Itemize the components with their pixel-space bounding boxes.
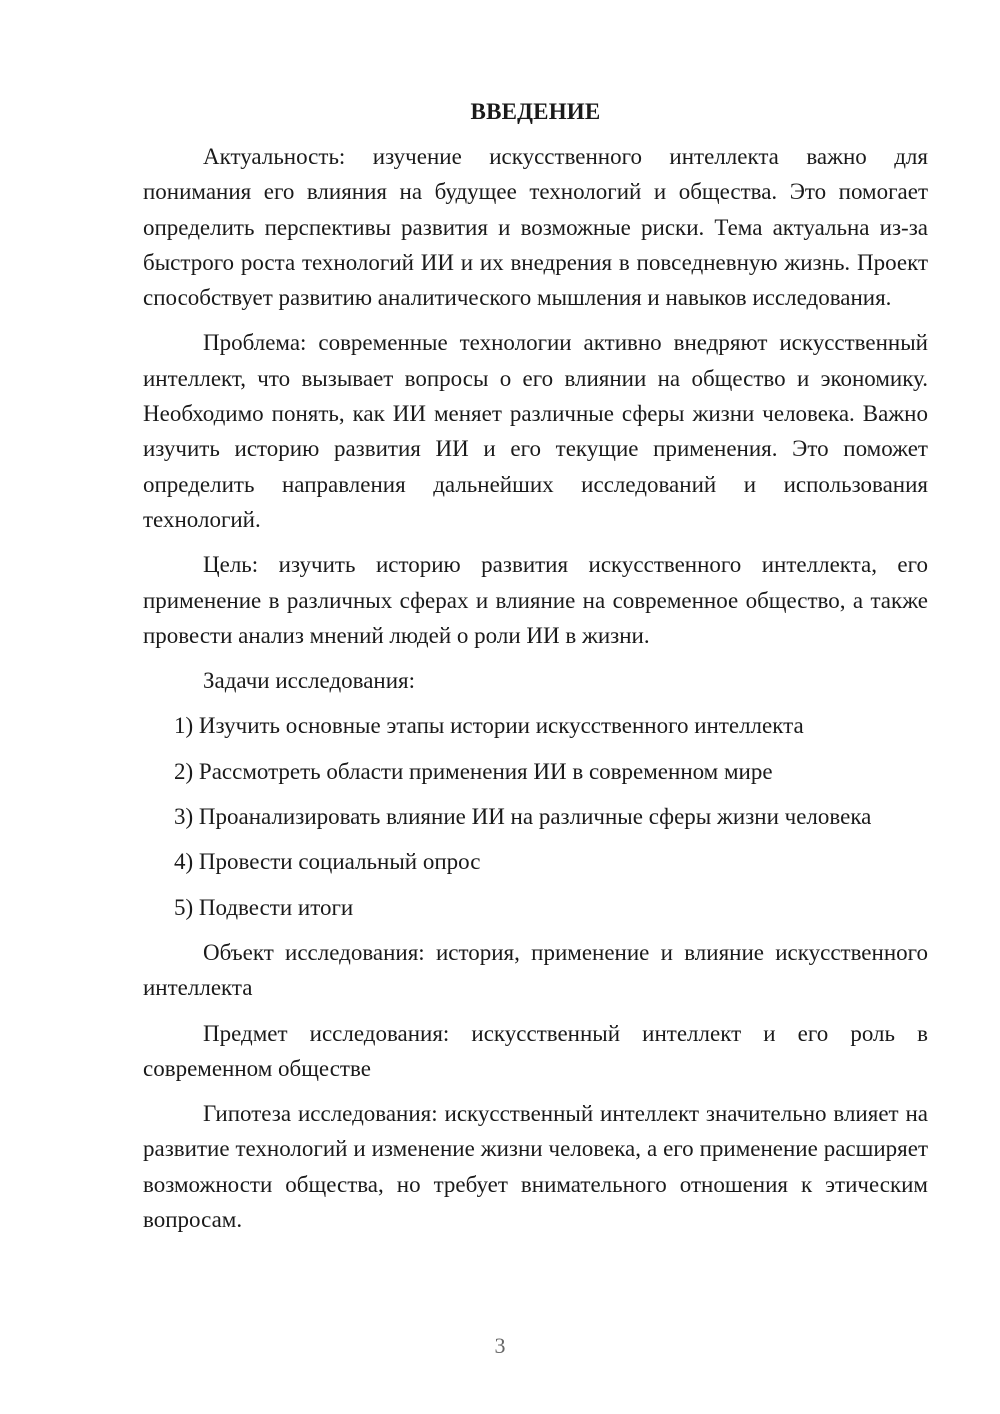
task-item-4: 4) Провести социальный опрос <box>174 849 481 875</box>
hypothesis-paragraph: Гипотеза исследования: искусственный интеллект значительно влияет на развитие технологий и изменение жизни человека, а его применение расширяет возможности общества, но требует внимательного отношения к этическим вопросам. <box>143 1101 928 1233</box>
subject-paragraph: Предмет исследования: искусственный интеллект и его роль в современном обществе <box>143 1020 928 1081</box>
section-heading: ВВЕДЕНИЕ <box>470 99 601 124</box>
task-item-2: 2) Рассмотреть области применения ИИ в современном мире <box>174 758 773 784</box>
task-item-3: 3) Проанализировать влияние ИИ на различные сферы жизни человека <box>174 804 872 830</box>
relevance-paragraph: Актуальность: изучение искусственного интеллекта важно для понимания его влияния на будущее технологий и общества. Это помогает определить перспективы развития и возможные риски. Тема актуальна из-за быстрого роста технологий ИИ и их внедрения в повседневную жизнь. Проект способствует развитию аналитического мышления и навыков исследования. <box>143 144 928 311</box>
tasks-heading: Задачи исследования: <box>203 668 416 694</box>
goal-paragraph: Цель: изучить историю развития искусственного интеллекта, его применение в различных сферах и влияние на современное общество, а также провести анализ мнений людей о роли ИИ в жизни. <box>143 552 928 648</box>
object-paragraph: Объект исследования: история, применение и влияние искусственного интеллекта <box>143 939 928 1001</box>
task-item-1: 1) Изучить основные этапы истории искусственного интеллекта <box>174 713 804 739</box>
page-number: 3 <box>494 1333 506 1358</box>
task-item-5: 5) Подвести итоги <box>174 894 354 920</box>
problem-paragraph: Проблема: современные технологии активно внедряют искусственный интеллект, что вызывает вопросы о его влиянии на общество и экономику. Необходимо понять, как ИИ меняет различные сферы жизни человека. Важно изучить историю развития ИИ и его текущие применения. Это поможет определить направления дальнейших исследований и использования технологий. <box>143 330 928 532</box>
page-content <box>143 94 928 1247</box>
